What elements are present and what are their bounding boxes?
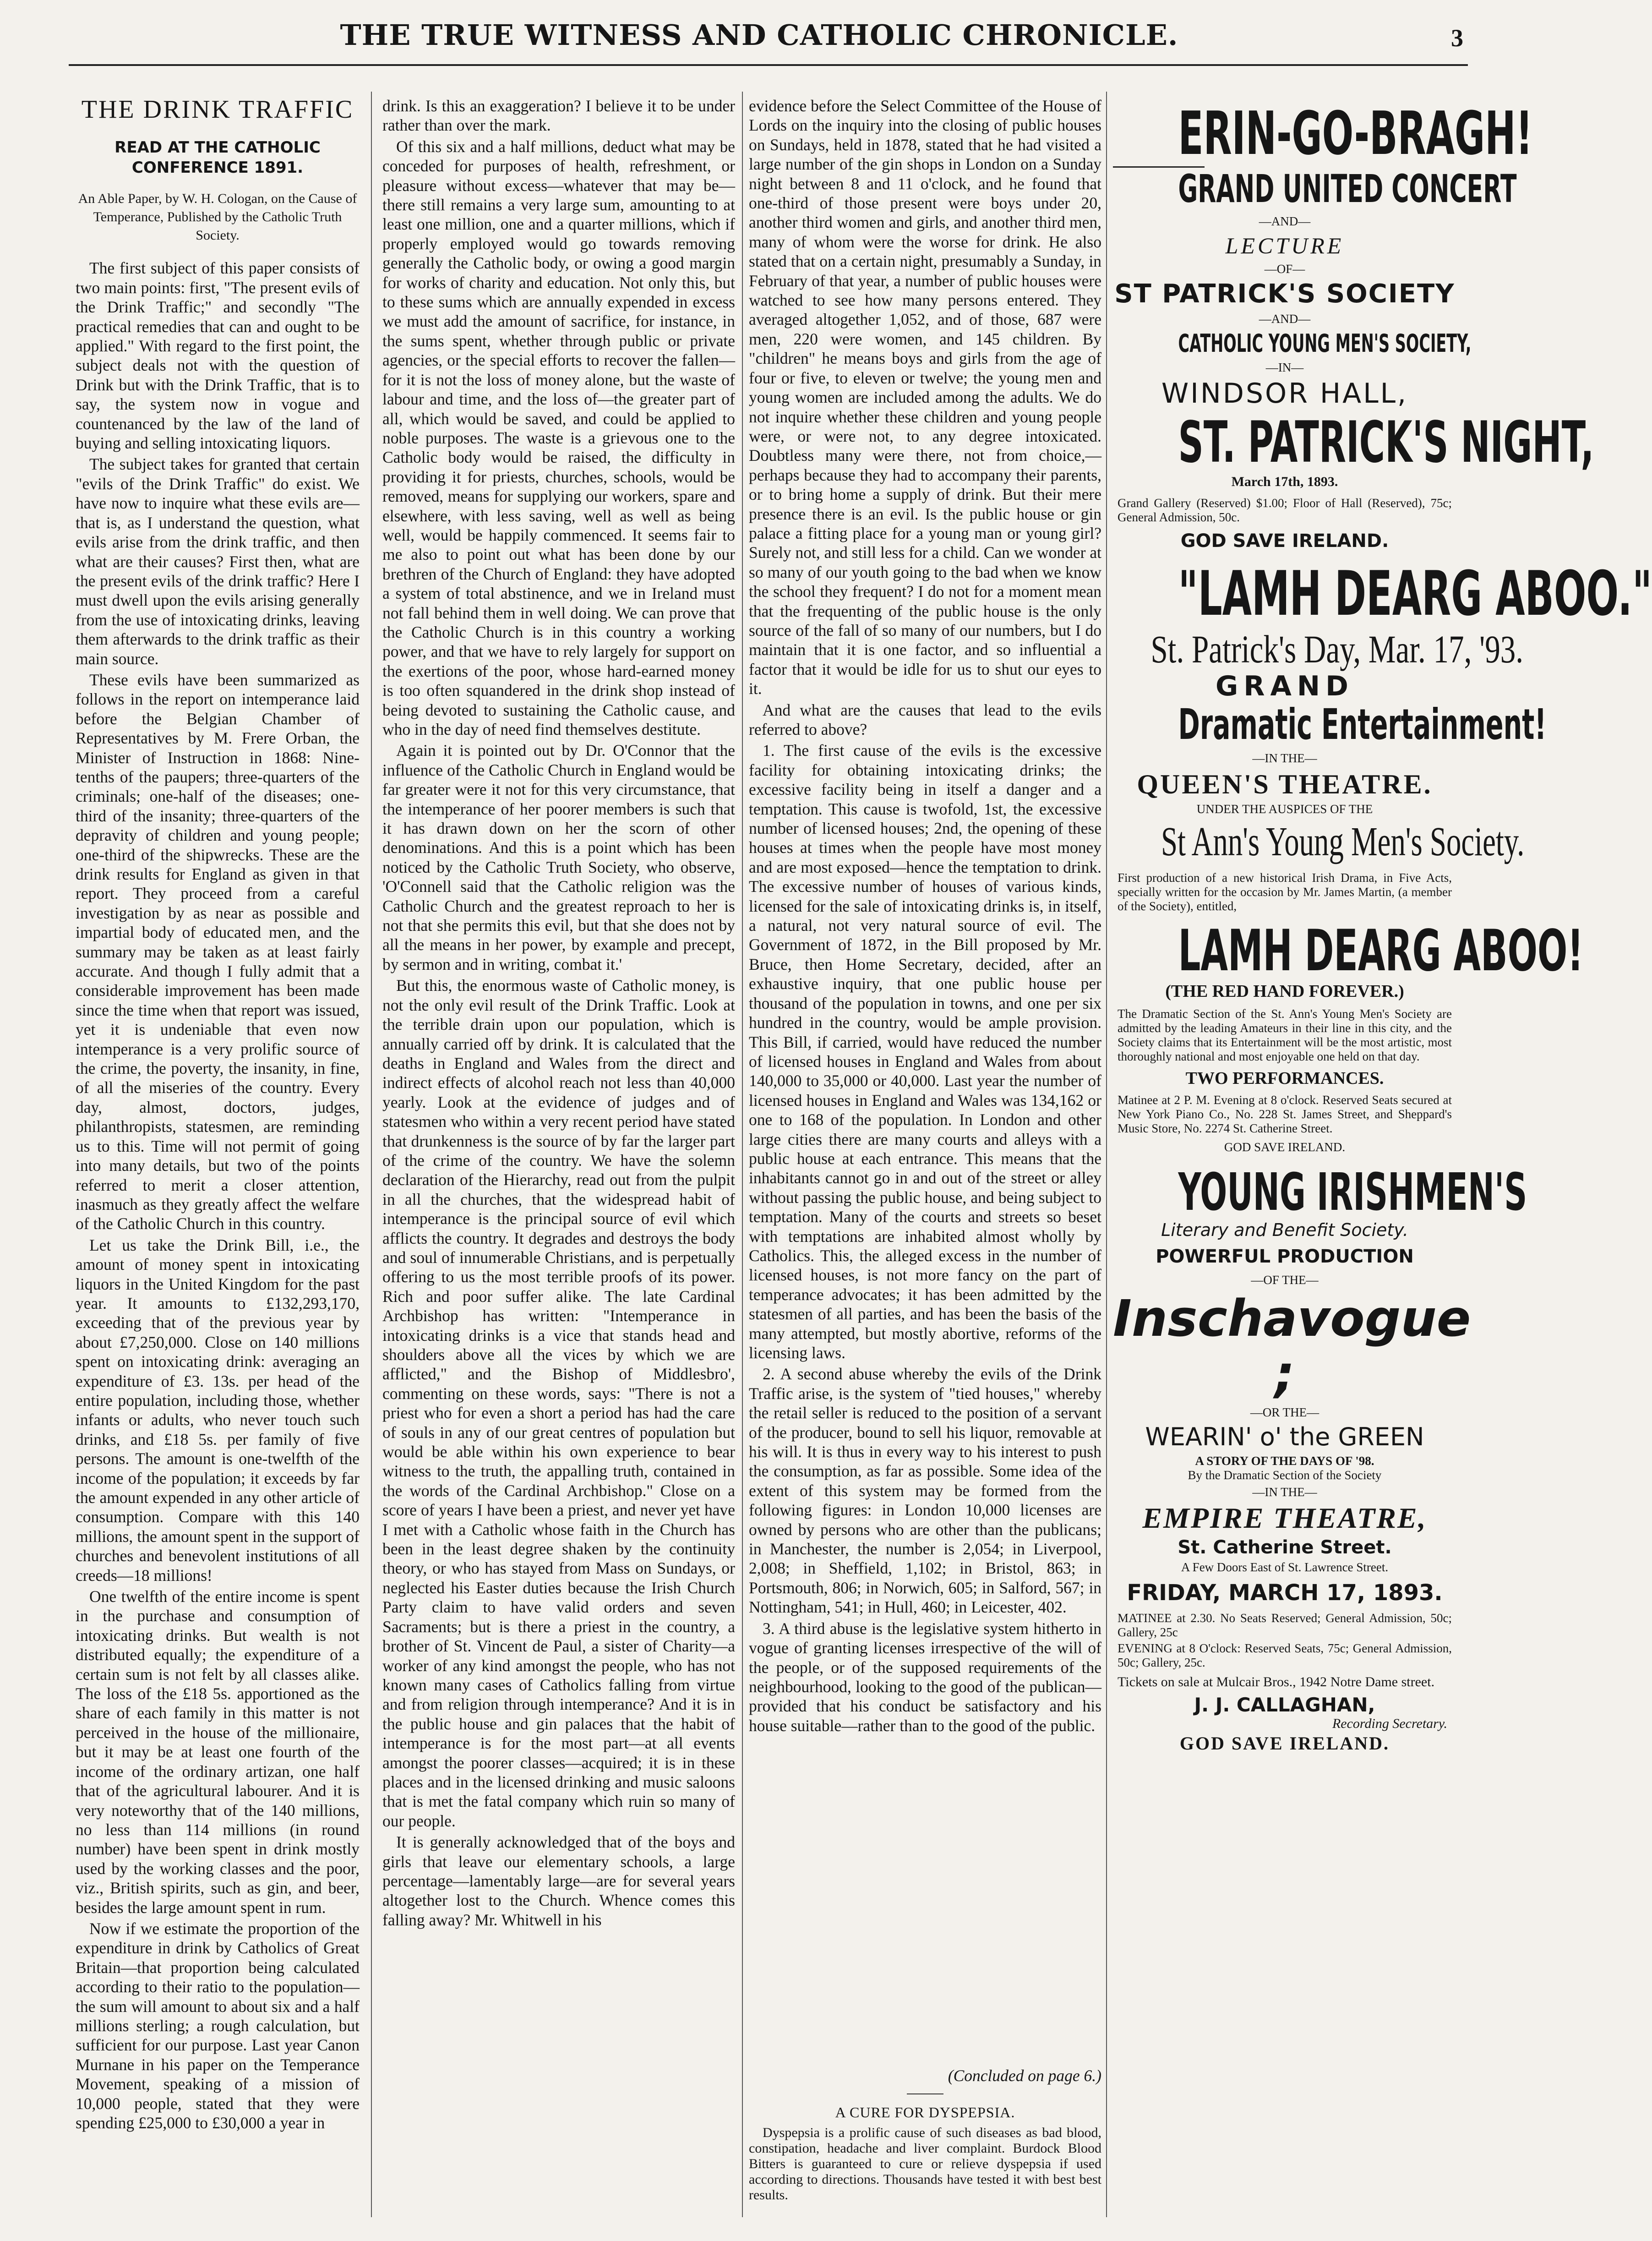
page-number: 3 bbox=[1451, 24, 1463, 52]
article-continuation bbox=[749, 96, 1101, 2066]
ad-literary-society: Literary and Benefit Society. bbox=[1161, 1220, 1408, 1241]
newspaper-title: THE TRUE WITNESS AND CATHOLIC CHRONICLE. bbox=[340, 18, 1178, 52]
ad-in: —IN— bbox=[1265, 361, 1304, 375]
paragraph: 1. The first cause of the evils is the excessive facility for obtaining intoxicating drinks; the excessive facility being in itself a danger and a temptation. This cause is twofold, 1st, the excessive number of licensed houses; 2nd, the opening of these houses at times when the people have most money and are most exposed—hence the temptation to drink. The excessive number of houses of various kinds, licensed for the sale of intoxicating drinks is, in itself, a natural, not very natural source of evil. The Government of 1872, in the Bill proposed by Mr. Bruce, then Home Secretary, decided, after an exhaustive inquiry, that one public house per thousand of the population in towns, and one per six hundred in the country, would be ample provision. This Bill, if carried, would have reduced the number of licensed houses in England and Wales from about 140,000 to 35,000 or 40,000. Last year the number of licensed houses in England and Wales was 134,162 or one to 168 of the population. In London and other large cities there are many courts and alleys with a public house at each entrance. This means that the inhabitants cannot go in and out of the street or alley without passing the public house, and being subject to temptation. Many of the courts and streets so beset with temptations are inhabited almost wholly by Catholics. This, the alleged excess in the number of licensed houses, is not more fancy on the part of temperance advocates; it has been admitted by the statesmen of all parties, and has been the basis of the many attempted, but mostly abortive, reforms of the licensing laws. bbox=[749, 741, 1101, 1362]
ad-powerful-production: POWERFUL PRODUCTION bbox=[1156, 1246, 1414, 1267]
ad-erin-go-bragh: ERIN-GO-BRAGH! bbox=[1178, 98, 1533, 168]
article-column-3 bbox=[749, 96, 1101, 2213]
ad-callaghan: J. J. CALLAGHAN, bbox=[1194, 1694, 1375, 1716]
ad-lamh-dearg-aboo-2: LAMH DEARG ABOO! bbox=[1178, 918, 1584, 984]
ad-in-the: —IN THE— bbox=[1252, 751, 1317, 765]
divider bbox=[907, 2093, 943, 2094]
ad-st-catherine-street: St. Catherine Street. bbox=[1178, 1536, 1392, 1558]
ad-two-performances: TWO PERFORMANCES. bbox=[1185, 1069, 1384, 1088]
article-column-1 bbox=[76, 96, 360, 2213]
article-column-2 bbox=[382, 96, 735, 2213]
dyspepsia-text: Dyspepsia is a prolific cause of such diseases as bad blood, constipation, headache and liver complaint. Burdock Blood Bitters is guaranteed to cure or relieve dyspepsia if used according to directions. Thousands have tested it with best best results. bbox=[749, 2125, 1101, 2203]
article-subtitle: READ AT THE CATHOLIC CONFERENCE 1891. bbox=[114, 138, 321, 177]
ad-and: —AND— bbox=[1259, 312, 1311, 326]
ad-prices: Grand Gallery (Reserved) $1.00; Floor of Hall (Reserved), 75c; General Admission, 50c. bbox=[1118, 496, 1452, 524]
ad-red-hand: (THE RED HAND FOREVER.) bbox=[1165, 982, 1404, 1001]
ad-god-save-ireland: GOD SAVE IRELAND. bbox=[1180, 530, 1389, 552]
ad-by-dramatic-section: By the Dramatic Section of the Society bbox=[1188, 1468, 1382, 1482]
ad-few-doors: A Few Doors East of St. Lawrence Street. bbox=[1181, 1560, 1389, 1574]
paragraph: drink. Is this an exaggeration? I believe it to be under rather than over the mark. bbox=[382, 97, 735, 135]
paragraph: The subject takes for granted that certain "evils of the Drink Traffic" do exist. We have now to inquire what these evils are—that is, as I understand the question, what evils arise from the drink traffic, and then what are their causes? First then, what are the present evils of the drink traffic? Here I must dwell upon the evils arising generally from the use of intoxicating drinks, leaving them afterwards to the drink traffic as their main source. bbox=[76, 455, 360, 668]
ad-and: —AND— bbox=[1259, 214, 1311, 229]
ad-first-production: First production of a new historical Irish Drama, in Five Acts, specially written for the occasion by Mr. James Martin, (a member of the Society), entitled, bbox=[1118, 870, 1452, 913]
ad-matinee-2: MATINEE at 2.30. No Seats Reserved; General Admission, 50c; Gallery, 25c bbox=[1118, 1611, 1452, 1640]
ad-grand: GRAND bbox=[1216, 670, 1354, 702]
ad-empire-theatre: EMPIRE THEATRE, bbox=[1142, 1502, 1427, 1535]
ad-inschavogue: Inschavogue ; bbox=[1113, 1289, 1471, 1403]
ad-god-save-ireland-2: GOD SAVE IRELAND. bbox=[1224, 1140, 1346, 1154]
paragraph: Now if we estimate the proportion of the expenditure in drink by Catholics of Great Britain—that proportion being calculated according to their ratio to the population—the sum will amount to about six and a half millions sterling; a rough calculation, but sufficient for our purpose. Last year Canon Murnane in his paper on the Temperance Movement, speaking of a mission of 10,000 people, stated that they were spending £25,000 to £30,000 a year in bbox=[76, 1919, 360, 2132]
ad-god-save-ireland-3: GOD SAVE IRELAND. bbox=[1179, 1733, 1390, 1754]
column-divider bbox=[742, 92, 743, 2217]
ad-friday-date: FRIDAY, MARCH 17, 1893. bbox=[1127, 1580, 1443, 1606]
ad-wearin-o-the-green: WEARIN' o' the GREEN bbox=[1145, 1422, 1424, 1451]
paragraph: Of this six and a half millions, deduct what may be conceded for purposes of health, refreshment, or pleasure without excess—whatever that may be—there still remains a very large sum, amounting to at least one million, one and a quarter millions, which if properly employed would go towards removing generally the Catholic body, or owing a good margin for works of charity and education. Not only this, but to these sums which are annually expended in excess we must add the amount of sacrifice, for instance, in the sums spent, whether through public or private agencies, or the special efforts to recover the fallen—for it is not the loss of money alone, but the waste of labour and time, and the loss of—the greater part of all, which would be saved, and could be applied to noble purposes. The waste is a grievous one to the Catholic body would be raised, the difficulty in providing it for priests, churches, schools, would be removed, means for supplying our workers, spare and elsewhere, with less saving, well as well as being well, would be happily commenced. It seems fair to me also to point out what has been done by our brethren of the Church of England: they have adopted a system of total abstinence, and we in Ireland must not fall behind them in well doing. We can prove that the Catholic Church is in this country a working power, and that we have to rely largely for support on the exertions of the poor, whose hard-earned money is too often squandered in the drink shop instead of being devoted to sustaining the Catholic cause, and who in the day of need find themselves destitute. bbox=[382, 137, 735, 738]
paragraph: 2. A second abuse whereby the evils of the Drink Traffic arise, is the system of "tied houses," whereby the retail seller is reduced to the position of a servant of the producer, bound to sell his liquor, removable at his will. It is thus in every way to his interest to push the consumption, as far as possible. Some idea of the extent of this system may be formed from the following figures: in London 10,000 licenses are owned by persons who are other than the publicans; in Manchester, the number is 2,054; in Liverpool, 2,008; in Sheffield, 1,102; in Bristol, 863; in Portsmouth, 806; in Norwich, 605; in Salford, 567; in Nottingham, 541; in Hull, 460; in Leicester, 402. bbox=[749, 1365, 1101, 1617]
paragraph: But this, the enormous waste of Catholic money, is not the only evil result of the Drink Traffic. Look at the terrible drain upon our population, which is annually carried off by drink. It is calculated that the deaths in England and Wales from the direct and indirect effects of alcohol reach not less than 40,000 yearly. Look at the evidence of judges and of statesmen who within a very recent period have stated that drunkenness is the source of by far the larger part of the crime of the country. We have the solemn declaration of the Hierarchy, read out from the pulpit in all the churches, that the widespread habit of intemperance is the principal source of evil which afflicts the country. It degrades and destroys the body and soul of innumerable Christians, and is perpetually offering to us the most terrible proofs of its power. Rich and poor suffer alike. The late Cardinal Archbishop has written: "Intemperance in intoxicating drinks is a vice that stands head and shoulders above all the vices by which we are afflicted," and the Bishop of Middlesbro', commenting on these words, says: "There is not a priest who for even a short a period has had the care of souls in any of our great centres of population but would be able within his own experience to bear witness to the truth, the appalling truth, contained in the words of the Cardinal Archbishop." Close on a score of years I have been a priest, and never yet have I met with a Catholic whose faith in the Church has been in the least degree shaken by the continuity theory, or who has stayed from Mass on Sundays, or neglected his Easter duties because the Irish Church Party claim to have valid orders and seven Sacraments; but is there a priest in the country, a brother of St. Vincent de Paul, a sister of Charity—a worker of any kind amongst the people, who has not known many cases of Catholics falling from virtue and from religion through intemperance? And it is in the public house and gin palaces that the habit of intemperance is for the most part—at all events amongst the poorer classes—acquired; it is in these places and in the licensed drinking and music saloons that is met the fatal company which ruin so many of our people. bbox=[382, 976, 735, 1830]
masthead bbox=[0, 14, 1518, 82]
ad-st-patricks-society: ST PATRICK'S SOCIETY bbox=[1114, 279, 1455, 309]
article-title: THE DRINK TRAFFIC bbox=[81, 95, 354, 124]
ad-in-the-2: —IN THE— bbox=[1252, 1485, 1317, 1499]
ad-lecture: LECTURE bbox=[1225, 233, 1344, 259]
ad-auspices: UNDER THE AUSPICES OF THE bbox=[1196, 802, 1373, 816]
paragraph: Again it is pointed out by Dr. O'Connor that the influence of the Catholic Church in England would be far greater were it not for this very circumstance, that the intemperance of her poorer members is such that it has drawn down on her the scorn of other denominations. And this is a point which has been noticed by the Catholic Truth Society, who observe, 'O'Connell said that the Catholic religion was the Catholic Church and the greatest reproach to her is not that she permits this evil, but that she does not by all the means in her power, by example and precept, by sermon and in writing, combat it.' bbox=[382, 741, 735, 973]
ad-young-irishmens: YOUNG IRISHMEN'S bbox=[1178, 1162, 1527, 1222]
ad-lamh-dearg-aboo: "LAMH DEARG ABOO." bbox=[1178, 558, 1652, 629]
paragraph: 3. A third abuse is the legislative system hitherto in vogue of granting licenses irrespective of the will of the people, or of the supposed requirements of the neighbourhood, looking to the good of the publican—provided that his conduct be satisfactory and his house suitable—rather than to the good of the public. bbox=[749, 1619, 1101, 1735]
ad-story: A STORY OF THE DAYS OF '98. bbox=[1195, 1454, 1374, 1468]
masthead-rule bbox=[69, 64, 1468, 66]
ad-dramatic-section: The Dramatic Section of the St. Ann's Young Men's Society are admitted by the leading Amateurs in their line in this city, and the Society claims that its Entertainment will be the most artistic, most thoroughly national and most enjoyable one held on that day. bbox=[1118, 1007, 1452, 1064]
ad-evening: EVENING at 8 O'clock: Reserved Seats, 75c; General Admission, 50c; Gallery, 25c. bbox=[1118, 1641, 1452, 1670]
ad-date: March 17th, 1893. bbox=[1231, 474, 1338, 489]
ad-st-patricks-night: ST. PATRICK'S NIGHT, bbox=[1178, 410, 1594, 476]
paragraph: These evils have been summarized as follows in the report on intemperance laid before the Belgian Chamber of Representatives by M. Frere Orban, the Minister of Instruction in 1868: Nine-tenths of the paupers; three-quarters of the criminals; one-half of the diseases; one-third of the insanity; three-quarters of the depravity of children and young people; one-third of the shipwrecks. These are the drink results for England as given in that report. They proceed from a careful investigation by as near as possible and impartial body of educated men, and the summary may be taken as at least fairly accurate. And though I fully admit that a considerable improvement has been made since the time when that report was issued, yet it is undeniable that even now intemperance is a very prolific source of the crime, the poverty, the insanity, in fine, of all the miseries of the country. Every day, almost, doctors, judges, philanthropists, statesmen, are reminding us to this. Time will not permit of going into many details, but two of the points referred to merit a closer attention, inasmuch as they greatly affect the welfare of the Catholic Church in this country. bbox=[76, 670, 360, 1233]
ad-recording-secretary: Recording Secretary. bbox=[1332, 1716, 1447, 1731]
ad-queens-theatre: QUEEN'S THEATRE. bbox=[1137, 769, 1433, 799]
ad-dramatic-entertainment: Dramatic Entertainment! bbox=[1178, 700, 1547, 749]
paragraph: And what are the causes that lead to the evils referred to above? bbox=[749, 700, 1101, 738]
advertisement-column bbox=[1113, 96, 1652, 2213]
ad-grand-concert: GRAND UNITED CONCERT bbox=[1178, 166, 1517, 211]
paragraph: The first subject of this paper consists of two main points: first, "The present evils of the Drink Traffic;" and secondly "The practical remedies that can and ought to be applied." With regard to the first point, the subject deals not with the question of Drink but with the Drink Traffic, that is to say, the system now in vogue and countenanced by the law of the land of buying and selling intoxicating liquors. bbox=[76, 259, 360, 453]
ad-st-anns-society: St Ann's Young Men's Society. bbox=[1161, 819, 1525, 864]
ad-st-patricks-day: St. Patrick's Day, Mar. 17, '93. bbox=[1150, 627, 1524, 672]
ad-tickets: Tickets on sale at Mulcair Bros., 1942 Notre Dame street. bbox=[1118, 1674, 1435, 1690]
paragraph: It is generally acknowledged that of the boys and girls that leave our elementary schools, a large percentage—lamentably large—are for several years altogether lost to the Church. Whence comes this falling away? Mr. Whitwell in his bbox=[382, 1833, 735, 1929]
concluded-note: (Concluded on page 6.) bbox=[948, 2066, 1101, 2085]
ad-cyms: CATHOLIC YOUNG MEN'S SOCIETY, bbox=[1178, 328, 1472, 358]
ad-of: —OF— bbox=[1264, 262, 1305, 276]
article-byline: An Able Paper, by W. H. Cologan, on the Cause of Temperance, Published by the Catholic Truth Society. bbox=[78, 191, 357, 243]
ad-matinee: Matinee at 2 P. M. Evening at 8 o'clock. Reserved Seats secured at New York Piano Co., No. 228 St. James Street, and Sheppard's Music Store, No. 2274 St. Catherine Street. bbox=[1118, 1093, 1452, 1135]
paragraph: One twelfth of the entire income is spent in the purchase and consumption of intoxicating drinks. But wealth is not distributed equally; the expenditure of a certain sum is not felt by all classes alike. The loss of the £18 5s. apportioned as the share of each family in this matter is not perceived in the house of the millionaire, but it may be at least one fourth of the income of the ordinary artizan, one half that of the agricultural labourer. And it is very noteworthy that of the 140 millions, no less than 114 millions (in round number) have been spent in drink mostly used by the working classes and the poor, viz., British spirits, such as gin, and beer, besides the large amount spent in rum. bbox=[76, 1587, 360, 1917]
dyspepsia-title: A CURE FOR DYSPEPSIA. bbox=[835, 2104, 1015, 2121]
ad-windsor-hall: WINDSOR HALL, bbox=[1161, 377, 1408, 410]
ad-of-the: —OF THE— bbox=[1251, 1273, 1319, 1287]
paragraph: evidence before the Select Committee of the House of Lords on the inquiry into the closing of public houses on Sundays, held in 1878, stated that he had visited a large number of the gin shops in London on a Sunday night between 8 and 11 o'clock, and he found that one-third of those present were boys under 20, another third women and girls, and another third men, many of whom were the worse for drink. He also stated that on a certain night, presumably a Sunday, in February of that year, a number of public houses were watched to see how many persons entered. They averaged altogether 1,052, and of those, 687 were men, 220 were women, and 145 children. By "children" he means boys and girls from the age of four or five, to eleven or twelve; the young men and young women are included among the adults. We do not inquire whether these children and young people were, or were not, to any degree intoxicated. Doubtless many were there, not from choice,—perhaps because they had to accompany their parents, or to bring home a supply of drink. But their mere presence there is an evil. Is the public house or gin palace a fitting place for a young man or young girl? Surely not, and still less for a child. Can we wonder at so many of our youth going to the bad when we know the school they frequent? I do not for a moment mean that the frequenting of the public house is the only source of the fall of so many of our numbers, but I do maintain that it is one factor, and so influential a factor that it would be idle for us to shut our eyes to it. bbox=[749, 97, 1101, 698]
ad-or-the: —OR THE— bbox=[1250, 1405, 1319, 1419]
column-divider bbox=[371, 92, 372, 2217]
paragraph: Let us take the Drink Bill, i.e., the amount of money spent in intoxicating liquors in the United Kingdom for the past year. It amounts to £132,293,170, exceeding that of the previous year by about £7,250,000. Close on 140 millions spent on intoxicating drink: averaging an expenditure of £3. 13s. per head of the entire population, including those, whether infants or adults, who never touch such drinks, and £18 5s. per family of five persons. The amount is one-twelfth of the income of the population; it exceeds by far the amount expended in any other article of consumption. Compare with this 140 millions, the amount spent in the support of churches and benevolent institutions of all creeds—18 millions! bbox=[76, 1235, 360, 1585]
column-divider bbox=[1106, 92, 1107, 2217]
